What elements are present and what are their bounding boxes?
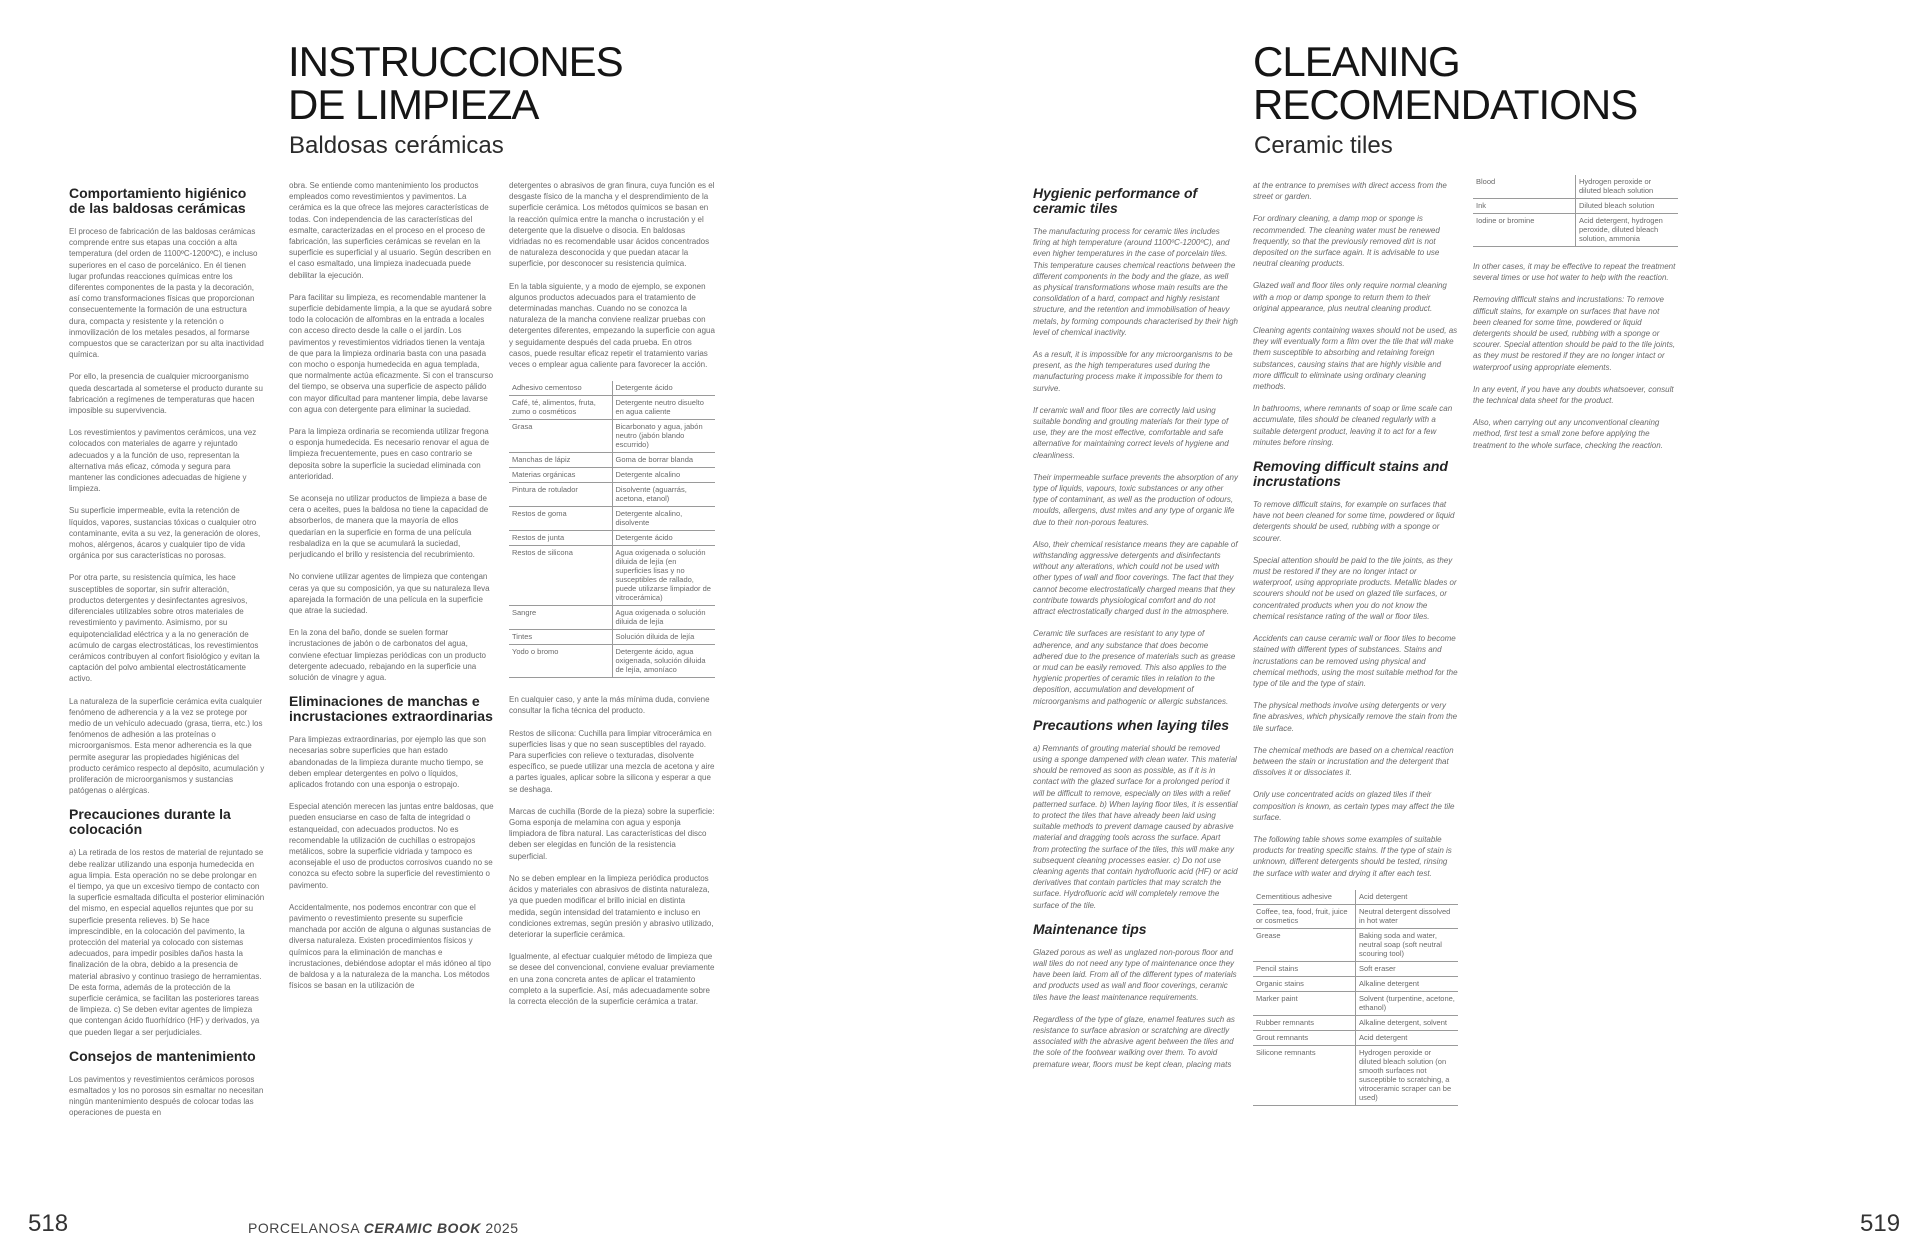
paragraph: Para la limpieza ordinaria se recomienda utilizar fregona o esponja humedecida. Es necesario renovar el agua de limpieza frecuentemente, pues en caso contrario se deposita sobre la superficie la suciedad eliminada con anterioridad. <box>289 427 490 481</box>
table-row <box>509 507 715 531</box>
table-cell-stain: Grease <box>1253 928 1356 961</box>
footer-book: CERAMIC BOOK <box>363 1220 481 1236</box>
paragraph: The physical methods involve using detergents or very fine abrasives, which physically remove the stain from the tile surface. <box>1253 701 1458 733</box>
table-cell-stain: Cementitious adhesive <box>1253 890 1356 905</box>
table-cell-stain: Restos de silicona <box>509 546 612 606</box>
table-cell-product: Acid detergent, hydrogen peroxide, diluted bleach solution, ammonia <box>1576 214 1679 247</box>
table-cell-product: Acid detergent <box>1356 890 1459 905</box>
footer <box>248 1220 519 1236</box>
stain-table-en <box>1253 890 1458 1106</box>
table-row <box>1473 214 1678 247</box>
paragraph: The manufacturing process for ceramic tiles includes firing at high temperature (around 1100ºC-1200ºC), and even higher temperatures in the case of porcelain tiles. This temperature causes chemical reactions between the different components in the body and the glaze, as well as physical transformations whose main results are the consolidation of a hard, compact and highly resistant structure, and the retention and immobilisation of heavy metals, by forming compounds characterised by their high level of chemical inactivity. <box>1033 227 1238 337</box>
right-column-1 <box>1033 180 1238 1081</box>
paragraph: Para limpiezas extraordinarias, por ejemplo las que son necesarias sobre superficies que han estado abandonadas de la limpieza durante mucho tiempo, se deben emplear detergentes en polvo o líquidos, aplicados frotando con una esponja o estropajo. <box>289 735 486 789</box>
paragraph: Los pavimentos y revestimientos cerámicos porosos esmaltados y los no porosos sin esmaltar no necesitan ningún mantenimiento después de colocar todas las operaciones de puesta en <box>69 1074 264 1118</box>
table-cell-product: Detergente ácido <box>612 531 715 546</box>
table-row <box>509 630 715 645</box>
section-heading: Hygienic performance of ceramic tiles <box>1033 185 1198 216</box>
paragraph: Removing difficult stains and incrustations: To remove difficult stains, for example on surfaces that have not been cleaned for some time, powdered or liquid detergents should be used, rubbing with a sponge or scourer. Special attention should be paid to the tile joints, as they must be restored if they are no longer intact or waterproof using appropriate elements. <box>1473 295 1676 372</box>
table-row <box>509 606 715 630</box>
table-cell-stain: Coffee, tea, food, fruit, juice or cosmetics <box>1253 904 1356 928</box>
table-cell-stain: Ink <box>1473 199 1576 214</box>
table-row <box>509 453 715 468</box>
section-heading: Maintenance tips <box>1033 920 1147 937</box>
paragraph: The chemical methods are based on a chemical reaction between the stain or incrustation and the detergent that dissolves it or dissociates it. <box>1253 745 1454 778</box>
paragraph: Their impermeable surface prevents the absorption of any type of liquids, vapours, toxic substances or any other type of contaminant, as well as the production of odours, moulds, allergens, dust mites and any type of organic life due to their non-porous features. <box>1033 472 1238 527</box>
table-cell-product: Alkaline detergent <box>1356 976 1459 991</box>
table-row <box>1253 991 1458 1015</box>
table-cell-product: Agua oxigenada o solución diluida de lejía <box>612 606 715 630</box>
table-cell-product: Detergente ácido, agua oxigenada, solución diluida de lejía, amoníaco <box>612 645 715 678</box>
paragraph: Accidents can cause ceramic wall or floor tiles to become stained with different types of substances. Stains and incrustations can be removed using physical and chemical methods, using the most suitable method for the type of tile and the type of stain. <box>1253 634 1458 688</box>
section-heading: Comportamiento higiénico de las baldosas cerámicas <box>69 185 247 216</box>
table-row <box>509 531 715 546</box>
table-cell-stain: Restos de junta <box>509 531 612 546</box>
table-cell-stain: Materias orgánicas <box>509 468 612 483</box>
table-cell-stain: Adhesivo cementoso <box>509 381 612 396</box>
table-cell-stain: Pintura de rotulador <box>509 483 612 507</box>
paragraph: Marcas de cuchilla (Borde de la pieza) sobre la superficie: Goma esponja de melamina con agua y esponja limpiadora de fibra natural. Las características del disco deben ser elegidas en función de la resistencia superficial. <box>509 806 715 861</box>
table-cell-stain: Marker paint <box>1253 991 1356 1015</box>
table-cell-product: Soft eraser <box>1356 961 1459 976</box>
table-cell-stain: Café, té, alimentos, fruta, zumo o cosméticos <box>509 396 612 420</box>
paragraph: detergentes o abrasivos de gran finura, cuya función es el desgaste físico de la mancha y el desprendimiento de la superficie cerámica. Los métodos químicos se basan en la reacción química entre la mancha o incrustación y el detergente que la disuelve o disocia. En baldosas vidriadas no es recomendable usar ácidos concentrados de naturaleza desconocida y que puedan atacar la superficie, por desconocer su resistencia química. <box>509 181 715 269</box>
table-row <box>1253 904 1458 928</box>
paragraph: Restos de silicona: Cuchilla para limpiar vitrocerámica en superficies lisas y que no sean susceptibles del rayado. Para superficies con relieve o texturadas, disolvente específico, se puede utilizar una mezcla de acetona y aire a partes iguales, aplicar sobre la silicona y esperar a que se deshaga. <box>509 728 715 794</box>
paragraph: No se deben emplear en la limpieza periódica productos ácidos y materiales con abrasivos de distinta naturaleza, ya que pueden modificar el brillo inicial en distinta medida, según intensidad del tratamiento e incluso en condiciones extremas, según presión y abrasivo utilizado, deteriorar la superficie cerámica. <box>509 873 714 939</box>
paragraph: Los revestimientos y pavimentos cerámicos, una vez colocados con materiales de agarre y rejuntado adecuados y a la función de uso, representan la alternativa más eficaz, cómoda y segura para mantener las condiciones adecuadas de higiene y limpieza. <box>69 428 257 494</box>
section-heading: Removing difficult stains and incrustations <box>1253 458 1448 490</box>
table-row <box>1253 976 1458 991</box>
section-heading: Consejos de mantenimiento <box>69 1047 256 1064</box>
left-column-3 <box>509 180 715 1018</box>
paragraph: La naturaleza de la superficie cerámica evita cualquier fenómeno de adherencia y a la vez se protege por medio de un vehículo adecuado (grasa, tierra, etc.) los fenómenos de adhesión a las proteínas o microorganismos. Esta menor adherencia es la que permite asegurar las propiedades higiénicas del producto cerámico respecto al depósito, acumulación y proliferación de microorganismos y sustancias patógenas o alérgicas. <box>69 696 265 796</box>
table-cell-product: Detergente alcalino <box>612 468 715 483</box>
paragraph: En la zona del baño, donde se suelen formar incrustaciones de jabón o de carbonatos del agua, conviene efectuar limpiezas periódicas con un producto detergente adecuado, rebajando en la superficie una solución de vinagre y agua. <box>289 628 487 682</box>
table-cell-stain: Pencil stains <box>1253 961 1356 976</box>
table-row <box>509 546 715 606</box>
paragraph: If ceramic wall and floor tiles are correctly laid using suitable bonding and grouting materials for their type of use, they are the most effective, comfortable and safe alternative for maintaining correct levels of hygiene and cleanliness. <box>1033 405 1229 460</box>
table-cell-stain: Grasa <box>509 420 612 453</box>
table-row <box>509 396 715 420</box>
table-cell-stain: Grout remnants <box>1253 1030 1356 1045</box>
paragraph: Igualmente, al efectuar cualquier método de limpieza que se desee del convencional, conviene evaluar previamente en una zona concreta antes de aplicar el tratamiento completo a la superficie. Así, más adecuadamente sobre la correcta elección de la superficie cerámica a tratar. <box>509 952 715 1006</box>
table-row <box>509 420 715 453</box>
paragraph: En cualquier caso, y ante la más mínima duda, conviene consultar la ficha técnica del producto. <box>509 695 710 716</box>
table-cell-product: Goma de borrar blanda <box>612 453 715 468</box>
paragraph: Accidentalmente, nos podemos encontrar con que el pavimento o revestimiento presente su superficie manchada por acción de alguna o algunas sustancias de diversa naturaleza. Existen procedimientos físicos y químicos para la eliminación de manchas e incrustaciones, debiéndose adoptar el más idóneo al tipo de baldosa y a la naturaleza de la mancha. Los métodos físicos se basan en la utilización de <box>289 902 491 991</box>
table-row <box>509 483 715 507</box>
right-title-line2: RECOMENDATIONS <box>1253 81 1638 128</box>
paragraph: Especial atención merecen las juntas entre baldosas, que pueden ensuciarse en caso de falta de integridad o estanqueidad, con adecuados productos. No es recomendable la utilización de cuchillas o estropajos metálicos, sobre la superficie vidriada y tampoco es aconsejable el uso de productos corrosivos cuando no se conozca su efecto sobre la superficie del revestimiento o pavimento. <box>289 802 494 890</box>
paragraph: Por otra parte, su resistencia química, les hace susceptibles de soportar, sin sufrir alteración, productos detergentes y desinfectantes agresivos, diferenciales utilizables sobre otros materiales de revestimiento y pavimento. Asimismo, por su equipotencialidad eléctrica y a la no generación de acúmulo de cargas electrostáticas, los revestimientos cerámicos contribuyen al confort fisiológico y evitan la captación del polvo ambiental electrostáticamente activo. <box>69 573 260 684</box>
paragraph: at the entrance to premises with direct access from the street or garden. <box>1253 181 1447 202</box>
paragraph: Also, their chemical resistance means they are capable of withstanding aggressive detergents and disinfectants without any alterations, which could not be used with other types of wall and floor coverings. The fact that they cannot become electrostatically charged means that they contribute towards physiological comfort and do not attract electrostatically charged dust in the atmosphere. <box>1033 539 1238 617</box>
section-heading: Precauciones durante la colocación <box>69 806 231 838</box>
table-cell-stain: Blood <box>1473 175 1576 199</box>
footer-brand: PORCELANOSA <box>248 1220 360 1236</box>
right-column-2 <box>1253 180 1458 1106</box>
paragraph: Special attention should be paid to the tile joints, as they must be restored if they are no longer intact or waterproof, using appropriate products. Metallic blades or scourers should not be used on glazed tile surfaces, or concentrated products when you do not know the chemical resistance rating of the wall or floor tiles. <box>1253 555 1457 621</box>
left-page-subtitle: Baldosas cerámicas <box>289 132 504 159</box>
paragraph: El proceso de fabricación de las baldosas cerámicas comprende entre sus etapas una cocción a alta temperatura (del orden de 1100ºC-1200ºC), e incluso superiores en el caso de porcelánico. En él tienen lugar profundas reacciones químicas entre los diferentes componentes de la pasta y la decoración, así como transformaciones físicas que proporcionan consecuentemente la formación de una estructura dura, compacta y resistente y la retención o inmovilización de los metales pesados, al formarse compuestos que se caracterizan por su alta inactividad química. <box>69 227 264 360</box>
footer-year: 2025 <box>485 1220 519 1236</box>
table-cell-stain: Iodine or bromine <box>1473 214 1576 247</box>
right-page-title <box>1253 40 1637 126</box>
paragraph: In other cases, it may be effective to repeat the treatment several times or use hot water to help with the reaction. <box>1473 262 1676 283</box>
table-cell-stain: Yodo o bromo <box>509 645 612 678</box>
paragraph: No conviene utilizar agentes de limpieza que contengan ceras ya que su composición, ya que su naturaleza lleva aparejada la formación de una película en la superficie que atrae la suciedad. <box>289 572 490 615</box>
table-cell-product: Hydrogen peroxide or diluted bleach solution <box>1576 175 1679 199</box>
paragraph: In bathrooms, where remnants of soap or lime scale can accumulate, tiles should be cleaned regularly with a suitable detergent product, leaving it to act for a few minutes before rinsing. <box>1253 404 1453 447</box>
paragraph: Su superficie impermeable, evita la retención de líquidos, vapores, sustancias tóxicas o cualquier otro contaminante, evita a su vez, la generación de olores, mohos, alérgenos, ácaros y cualquier tipo de vida orgánica por sus características no porosas. <box>69 506 261 561</box>
left-column-2 <box>289 180 494 1002</box>
table-row <box>509 468 715 483</box>
table-cell-stain: Restos de goma <box>509 507 612 531</box>
table-cell-stain: Sangre <box>509 606 612 630</box>
table-cell-stain: Manchas de lápiz <box>509 453 612 468</box>
table-cell-stain: Tintes <box>509 630 612 645</box>
table-cell-product: Solvent (turpentine, acetone, ethanol) <box>1356 991 1459 1015</box>
paragraph: Se aconseja no utilizar productos de limpieza a base de cera o aceites, pues la baldosa no tiene la capacidad de absorberlos, de manera que la mayoría de ellos quedarían en la superficie en forma de una película resbaladiza en la que se acumulará la suciedad, perjudicando el brillo y resistencia del recubrimiento. <box>289 494 489 560</box>
right-title-line1: CLEANING <box>1253 38 1460 85</box>
stain-table-en-continued <box>1473 175 1678 247</box>
paragraph: En la tabla siguiente, y a modo de ejemplo, se exponen algunos productos adecuados para el tratamiento de determinadas manchas. Cuando no se conozca la naturaleza de la mancha conviene realizar pruebas con detergentes diferentes, empezando la superficie con agua y seguidamente después del cada prueba. En otros casos, puede resultar eficaz repetir el tratamiento varias veces o emplear agua caliente para favorecer la acción. <box>509 281 715 370</box>
table-row <box>1253 1015 1458 1030</box>
paragraph: a) Remnants of grouting material should be removed using a sponge dampened with clean water. This material should be removed as soon as possible, as if it is in contact with the glazed surface for a prolonged period it will be difficult to remove, especially on tiles with a relief patterned surface. b) When laying floor tiles, it is essential to protect the tiles that have already been laid using suitable methods to prevent damage caused by abrasive material and dragging tools across the surface. Apart from protecting the surface of the tiles, this will make any subsequent cleaning processes easier. c) Do not use cleaning agents that contain hydrofluoric acid (HF) or acid derivatives that contain particles that may scratch the surface. Hydrofluoric acid will completely remove the surface of the tile. <box>1033 743 1238 910</box>
page-number-right: 519 <box>1860 1210 1901 1237</box>
paragraph: Cleaning agents containing waxes should not be used, as they will eventually form a film over the tile that will make them susceptible to absorbing and retaining foreign substances, causing stains that are highly visible and more difficult to eliminate using ordinary cleaning methods. <box>1253 326 1458 392</box>
table-cell-product: Hydrogen peroxide or diluted bleach solution (on smooth surfaces not susceptible to scratching, a vitroceramic scraper can be used) <box>1356 1045 1459 1105</box>
table-cell-product: Disolvente (aguarrás, acetona, etanol) <box>612 483 715 507</box>
stain-table-es <box>509 381 715 678</box>
table-cell-product: Baking soda and water, neutral soap (soft neutral scouring tool) <box>1356 928 1459 961</box>
table-cell-stain: Organic stains <box>1253 976 1356 991</box>
page-number-left: 518 <box>28 1210 69 1237</box>
paragraph: The following table shows some examples of suitable products for treating specific stains. If the type of stain is unknown, different detergents should be tested, rinsing the surface with water and drying it after each test. <box>1253 834 1452 878</box>
left-page-title <box>288 40 623 126</box>
paragraph: Regardless of the type of glaze, enamel features such as resistance to surface abrasion or scratching are directly associated with the abrasive agent between the tiles and the sole of the footwear walking over them. To avoid premature wear, floors must be kept clean, placing mats <box>1033 1014 1235 1069</box>
paragraph: As a result, it is impossible for any microorganisms to be present, as the high temperatures used during the manufacturing process make it impossible for them to survive. <box>1033 350 1233 393</box>
paragraph: Por ello, la presencia de cualquier microorganismo queda descartada al someterse el producto durante su fabricación a regímenes de temperaturas que hacen imposible su supervivencia. <box>69 372 263 416</box>
paragraph: Para facilitar su limpieza, es recomendable mantener la superficie debidamente limpia, a la que se ayudará sobre todo la colocación de alfombras en la entrada a locales con acceso directo desde la calle o el jardín. Los pavimentos y revestimientos vidriados tienen la ventaja de que para la limpieza ordinaria basta con una pasada con mocho o esponja humedecida en agua templada, que normalmente actúa eficazmente. Si con el transcurso del tiempo, se observa una superficie de aspecto pálido con mayor dificultad para mantener limpia, debe lavarse con agua con detergente para eliminar la suciedad. <box>289 292 494 414</box>
table-row <box>1253 961 1458 976</box>
table-row <box>509 645 715 678</box>
paragraph: Glazed wall and floor tiles only require normal cleaning with a mop or damp sponge to return them to their original appearance, plus neutral cleaning product. <box>1253 281 1447 313</box>
table-cell-product: Neutral detergent dissolved in hot water <box>1356 904 1459 928</box>
table-row <box>1253 1045 1458 1105</box>
table-row <box>509 381 715 396</box>
table-cell-product: Bicarbonato y agua, jabón neutro (jabón blando escurrido) <box>612 420 715 453</box>
table-cell-product: Detergente ácido <box>612 381 715 396</box>
table-row <box>1253 928 1458 961</box>
left-title-line1: INSTRUCCIONES <box>288 38 623 85</box>
paragraph: Glazed porous as well as unglazed non-porous floor and wall tiles do not need any type of maintenance once they have been laid. From all of the different types of materials and products used as wall and floor coverings, ceramic tiles have the least maintenance requirements. <box>1033 947 1237 1002</box>
right-page-subtitle: Ceramic tiles <box>1254 132 1393 159</box>
table-cell-stain: Rubber remnants <box>1253 1015 1356 1030</box>
paragraph: Also, when carrying out any unconventional cleaning method, first test a small zone before applying the treatment to the whole surface, checking the reaction. <box>1473 418 1663 450</box>
right-column-3 <box>1473 175 1678 462</box>
table-cell-product: Alkaline detergent, solvent <box>1356 1015 1459 1030</box>
table-cell-product: Agua oxigenada o solución diluida de lejía (en superficies lisas y no susceptibles de rallado, puede utilizarse limpiador de vitrocerámica) <box>612 546 715 606</box>
table-cell-stain: Silicone remnants <box>1253 1045 1356 1105</box>
table-cell-product: Solución diluida de lejía <box>612 630 715 645</box>
paragraph: obra. Se entiende como mantenimiento los productos empleados como revestimientos y pavimentos. La cerámica es la que ofrece las mejores características de todas. Con independencia de las características del esmalte, caracterizadas en el proceso en el proceso de fabricación, las superficies cerámicas se revelan en la superficie es superficial y al usuario. Según describen en el caso esmaltado, una limpieza inadecuada puede debilitar la ejecución. <box>289 181 491 280</box>
table-row <box>1473 175 1678 199</box>
section-heading: Precautions when laying tiles <box>1033 716 1230 733</box>
left-column-1 <box>69 180 265 1130</box>
table-cell-product: Diluted bleach solution <box>1576 199 1679 214</box>
paragraph: In any event, if you have any doubts whatsoever, consult the technical data sheet for the product. <box>1473 384 1674 406</box>
table-row <box>1473 199 1678 214</box>
paragraph: Only use concentrated acids on glazed tiles if their composition is known, as certain types may affect the tile surface. <box>1253 790 1455 822</box>
table-cell-product: Detergente neutro disuelto en agua caliente <box>612 396 715 420</box>
table-cell-product: Acid detergent <box>1356 1030 1459 1045</box>
table-cell-product: Detergente alcalino, disolvente <box>612 507 715 531</box>
table-row <box>1253 890 1458 905</box>
paragraph: a) La retirada de los restos de material de rejuntado se debe realizar utilizando una esponja humedecida en agua limpia. Esta operación no se debe prolongar en el tiempo, ya que un excesivo tiempo de contacto con la superficie esmaltada dificulta el posterior eliminación del mismo, en especial aquellos rejuntes que por su superficie presenta relieves. b) Se hace imprescindible, en la colocación del pavimento, la protección del material ya colocado con sistemas adecuados, para impedir posibles daños hasta la finalización de la obra, debido a la presencia de material abrasivo y continuo trasiego de herramientas. De esta forma, además de la protección de la superficie cerámica, se facilitan las posteriores tareas de limpieza. c) Se deben evitar agentes de limpieza que contengan ácido fluorhídrico (HF) y derivados, ya que pueden llegar a ser perjudiciales. <box>69 848 265 1037</box>
left-title-line2: DE LIMPIEZA <box>288 81 539 128</box>
paragraph: For ordinary cleaning, a damp mop or sponge is recommended. The cleaning water must be renewed frequently, so that the previously removed dirt is not deposited on the surface again. It is advisable to use neutral cleaning products. <box>1253 214 1440 269</box>
section-heading: Eliminaciones de manchas e incrustaciones extraordinarias <box>289 693 493 725</box>
paragraph: To remove difficult stains, for example on surfaces that have not been cleaned for some time, powdered or liquid detergents should be used, rubbing with a sponge or scourer. <box>1253 500 1455 543</box>
table-row <box>1253 1030 1458 1045</box>
paragraph: Ceramic tile surfaces are resistant to any type of adherence, and any substance that does become adhered due to the presence of materials such as grease or mud can be easily removed. This also applies to the hygienic properties of ceramic tiles in relation to the deposition, accumulation and development of microorganisms and pathogenic or allergic substances. <box>1033 629 1236 706</box>
